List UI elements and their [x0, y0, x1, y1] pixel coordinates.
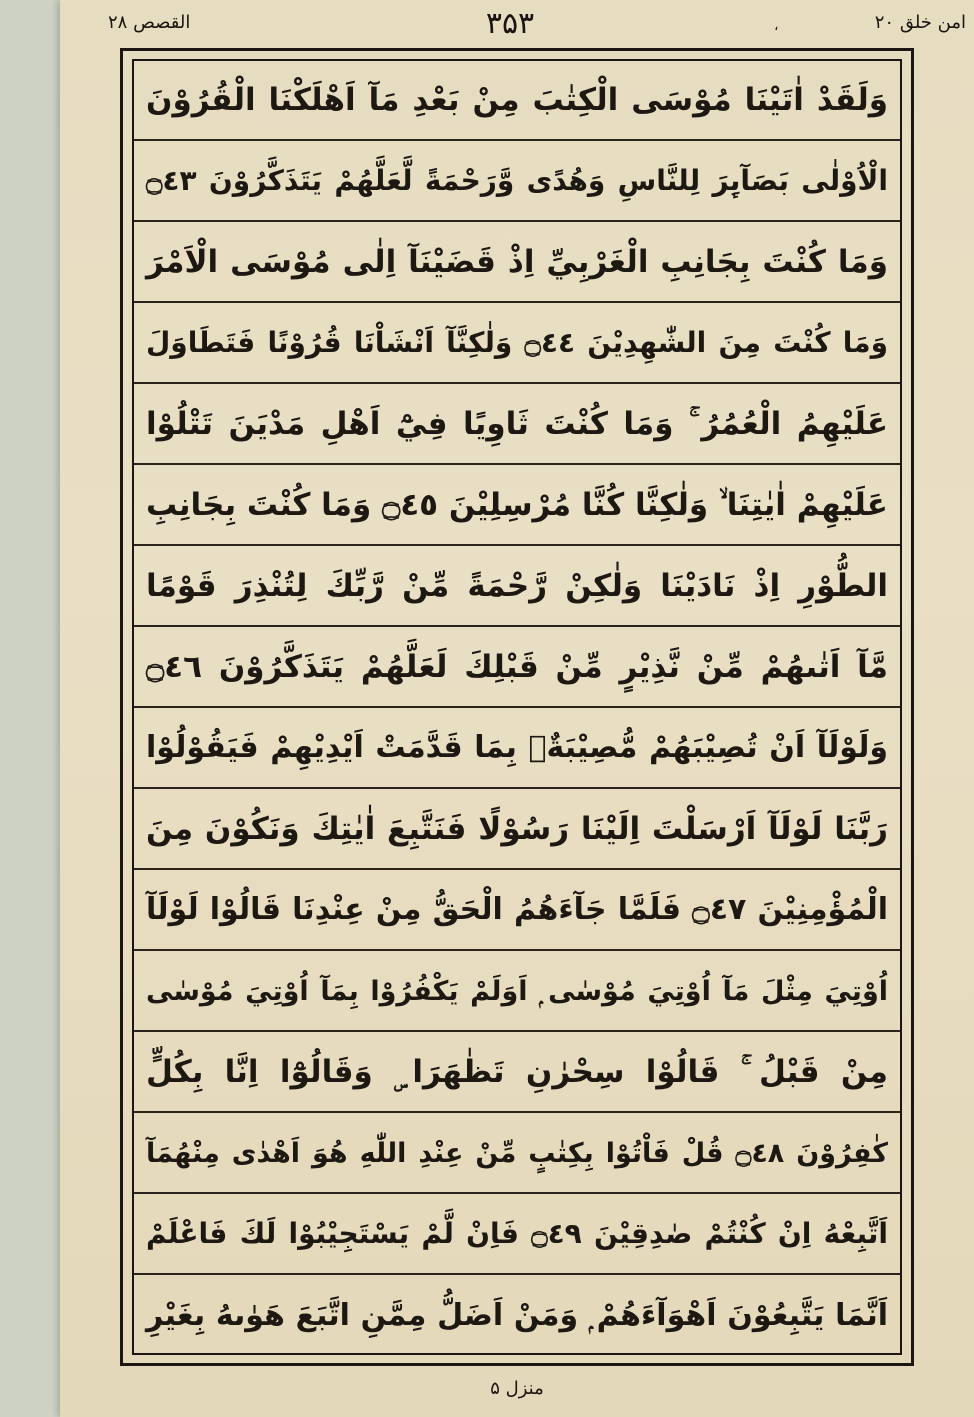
text-frame [120, 48, 914, 1366]
verse-line: وَلَقَدْ اٰتَيْنَا مُوْسَى الْكِتٰبَ مِنْ بَعْدِ مَآ اَهْلَكْنَا الْقُرُوْنَ [134, 61, 900, 141]
header-mark: ، [774, 18, 779, 34]
surah-label: القصص ۲۸ [108, 12, 191, 33]
manzil-footer: منزل ۵ [490, 1378, 544, 1399]
verse-line: اَنَّمَا يَتَّبِعُوْنَ اَهْوَآءَهُمْ ۭ وَمَنْ اَضَلُّ مِمَّنِ اتَّبَعَ هَوٰىهُ بِغَيْرِ [146, 1298, 888, 1333]
text-frame-inner [132, 59, 902, 1355]
verse-line: الْمُؤْمِنِيْنَ ۝٤٧ فَلَمَّا جَآءَهُمُ الْحَقُّ مِنْ عِنْدِنَا قَالُوْا لَوْلَآ [134, 871, 900, 951]
verse-line: مَّآ اَتٰىهُمْ مِّنْ نَّذِيْرٍ مِّنْ قَبْلِكَ لَعَلَّهُمْ يَتَذَكَّرُوْنَ ۝٤٦ [134, 628, 900, 708]
verse-line: وَمَا كُنْتَ بِجَانِبِ الْغَرْبِيِّ اِذْ قَضَيْنَآ اِلٰى مُوْسَى الْاَمْرَ [134, 223, 900, 303]
verse-line: عَلَيْهِمُ الْعُمُرُ ۚ وَمَا كُنْتَ ثَاوِيًا فِيْٓ اَهْلِ مَدْيَنَ تَتْلُوْا [134, 385, 900, 465]
verse-line: اُوْتِيَ مِثْلَ مَآ اُوْتِيَ مُوْسٰى ۭ اَوَلَمْ يَكْفُرُوْا بِمَآ اُوْتِيَ مُوْسٰى [134, 952, 900, 1032]
quran-page [60, 0, 974, 1417]
verse-line: الطُّوْرِ اِذْ نَادَيْنَا وَلٰكِنْ رَّحْمَةً مِّنْ رَّبِّكَ لِتُنْذِرَ قَوْمًا [134, 547, 900, 627]
page-header [60, 0, 974, 48]
verse-line: كٰفِرُوْنَ ۝٤٨ قُلْ فَاْتُوْا بِكِتٰبٍ مِّنْ عِنْدِ اللّٰهِ هُوَ اَهْدٰى مِنْهُمَآ [134, 1114, 900, 1194]
verse-line: عَلَيْهِمْ اٰيٰتِنَا ۙ وَلٰكِنَّا كُنَّا مُرْسِلِيْنَ ۝٤٥ وَمَا كُنْتَ بِجَانِبِ [134, 466, 900, 546]
verse-line: مِنْ قَبْلُ ۚ قَالُوْا سِحْرٰنِ تَظٰهَرَا ۣ وَقَالُوْٓا اِنَّا بِكُلٍّ [134, 1033, 900, 1113]
verse-line: وَلَوْلَآ اَنْ تُصِيْبَهُمْ مُّصِيْبَةٌۢ بِمَا قَدَّمَتْ اَيْدِيْهِمْ فَيَقُوْلُوْا [134, 709, 900, 789]
verse-line: اَتَّبِعْهُ اِنْ كُنْتُمْ صٰدِقِيْنَ ۝٤٩ فَاِنْ لَّمْ يَسْتَجِيْبُوْا لَكَ فَاعْلَمْ [134, 1195, 900, 1275]
juz-label: امن خلق ۲۰ [874, 12, 966, 33]
verse-line: وَمَا كُنْتَ مِنَ الشّٰهِدِيْنَ ۝٤٤ وَلٰكِنَّآ اَنْشَاْنَا قُرُوْنًا فَتَطَاوَلَ [134, 304, 900, 384]
verse-lines [134, 61, 900, 1353]
verse-line: الْاُوْلٰى بَصَآىِٕرَ لِلنَّاسِ وَهُدًى وَّرَحْمَةً لَّعَلَّهُمْ يَتَذَكَّرُوْنَ ۝٤٣ [134, 142, 900, 222]
page-number: ۳۵۳ [485, 6, 535, 41]
verse-line: رَبَّنَا لَوْلَآ اَرْسَلْتَ اِلَيْنَا رَسُوْلًا فَنَتَّبِعَ اٰيٰتِكَ وَنَكُوْنَ مِنَ [134, 790, 900, 870]
